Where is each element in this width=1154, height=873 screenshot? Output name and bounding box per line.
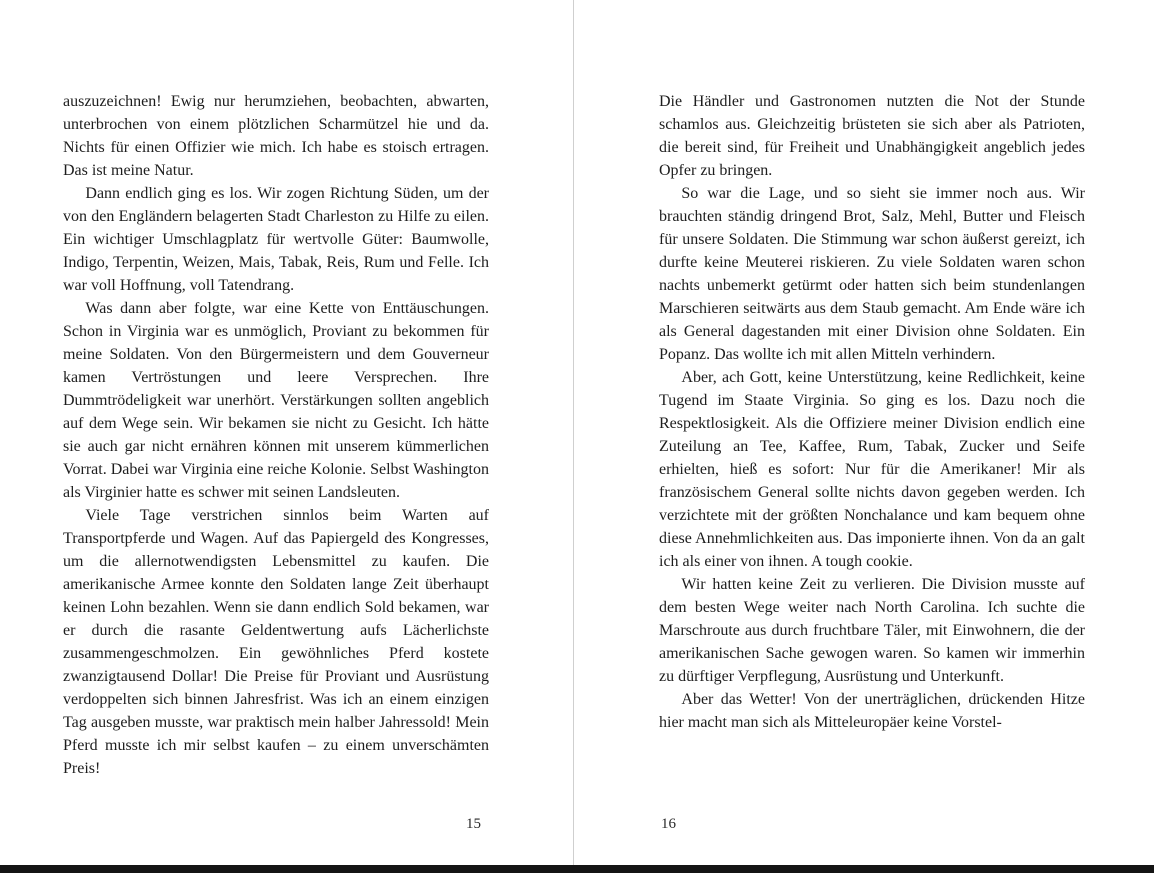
- paragraph: Viele Tage verstrichen sinnlos beim Warten auf Transportpferde und Wagen. Auf das Papiergeld des Kongresses, um die allernotwendigsten Lebensmittel zu kaufen. Die amerikanische Armee konnte den Soldaten lange Zeit überhaupt keinen Lohn bezahlen. Wenn sie dann endlich Sold bekamen, war er durch die rasante Geldentwertung aufs Lächerlichste zusammengeschmolzen. Ein gewöhnliches Pferd kostete zwanzigtausend Dollar! Die Preise für Proviant und Ausrüstung verdoppelten sich binnen Jahresfrist. Was ich an einem einzigen Tag ausgeben musste, war praktisch mein halber Jahressold! Mein Pferd musste ich mir selbst kaufen – zu einem unverschämten Preis!: [63, 507, 489, 777]
- paragraph: Aber das Wetter! Von der unerträglichen, drückenden Hitze hier macht man sich als Mitteleuropäer keine Vorstel-: [659, 691, 1085, 731]
- bottom-bar: [0, 865, 1154, 873]
- book-page-left: [63, 90, 489, 780]
- book-page-right: [659, 90, 1085, 734]
- paragraph: Aber, ach Gott, keine Unterstützung, keine Redlichkeit, keine Tugend im Staate Virginia. So ging es los. Dazu noch die Respektlosigkeit. Als die Offiziere meiner Division endlich eine Zuteilung an Tee, Kaffee, Rum, Tabak, Zucker und Seife erhielten, hieß es sofort: Nur für die Amerikaner! Mir als französischem General sollte nichts davon gegeben werden. Ich verzichtete mit der größten Nonchalance und kam bequem ohne diese Annehmlichkeiten aus. Das imponierte ihnen. Von da an galt ich als einer von ihnen. A tough cookie.: [659, 369, 1085, 570]
- paragraph: Die Händler und Gastronomen nutzten die Not der Stunde schamlos aus. Gleichzeitig brüsteten sie sich aber als Patrioten, die bereit sind, für Freiheit und Unabhängigkeit angeblich jedes Opfer zu bringen.: [659, 93, 1085, 179]
- paragraph: Was dann aber folgte, war eine Kette von Enttäuschungen. Schon in Virginia war es unmöglich, Proviant zu bekommen für meine Soldaten. Von den Bürgermeistern und dem Gouverneur kamen Vertröstungen und leere Versprechen. Ihre Dummtrödeligkeit war unerhört. Verstärkungen sollten angeblich auf dem Wege sein. Wir bekamen sie nicht zu Gesicht. Ich hätte sie auch gar nicht ernähren können mit unserem kümmerlichen Vorrat. Dabei war Virginia eine reiche Kolonie. Selbst Washington als Virginier hatte es schwer mit seinen Landsleuten.: [63, 300, 489, 501]
- page-number-right: 16: [661, 816, 676, 832]
- paragraph: So war die Lage, und so sieht sie immer noch aus. Wir brauchten ständig dringend Brot, Salz, Mehl, Butter und Fleisch für unsere Soldaten. Die Stimmung war schon äußerst gereizt, ich durfte keine Meuterei riskieren. Zu viele Soldaten waren schon nachts unbemerkt getürmt oder hatten sich beim stundenlangen Marschieren seitwärts aus dem Staub gemacht. Am Ende wäre ich als General dagestanden mit einer Division ohne Soldaten. Ein Popanz. Das wollte ich mit allen Mitteln verhindern.: [659, 185, 1085, 363]
- page-gutter-divider: [573, 0, 574, 866]
- paragraph: Wir hatten keine Zeit zu verlieren. Die Division musste auf dem besten Wege weiter nach North Carolina. Ich suchte die Marschroute aus durch fruchtbare Täler, mit Einwohnern, die der amerikanischen Sache gewogen waren. So kamen wir immerhin zu dürftiger Verpflegung, Ausrüstung und Unterkunft.: [659, 576, 1085, 685]
- paragraph: auszuzeichnen! Ewig nur herumziehen, beobachten, abwarten, unterbrochen von einem plötzlichen Scharmützel hie und da. Nichts für einen Offizier wie mich. Ich habe es stoisch ertragen. Das ist meine Natur.: [63, 93, 489, 179]
- paragraph: Dann endlich ging es los. Wir zogen Richtung Süden, um der von den Engländern belagerten Stadt Charleston zu Hilfe zu eilen. Ein wichtiger Umschlagplatz für wertvolle Güter: Baumwolle, Indigo, Terpentin, Weizen, Mais, Tabak, Reis, Rum und Felle. Ich war voll Hoffnung, voll Tatendrang.: [63, 185, 489, 294]
- page-number-left: 15: [466, 816, 481, 832]
